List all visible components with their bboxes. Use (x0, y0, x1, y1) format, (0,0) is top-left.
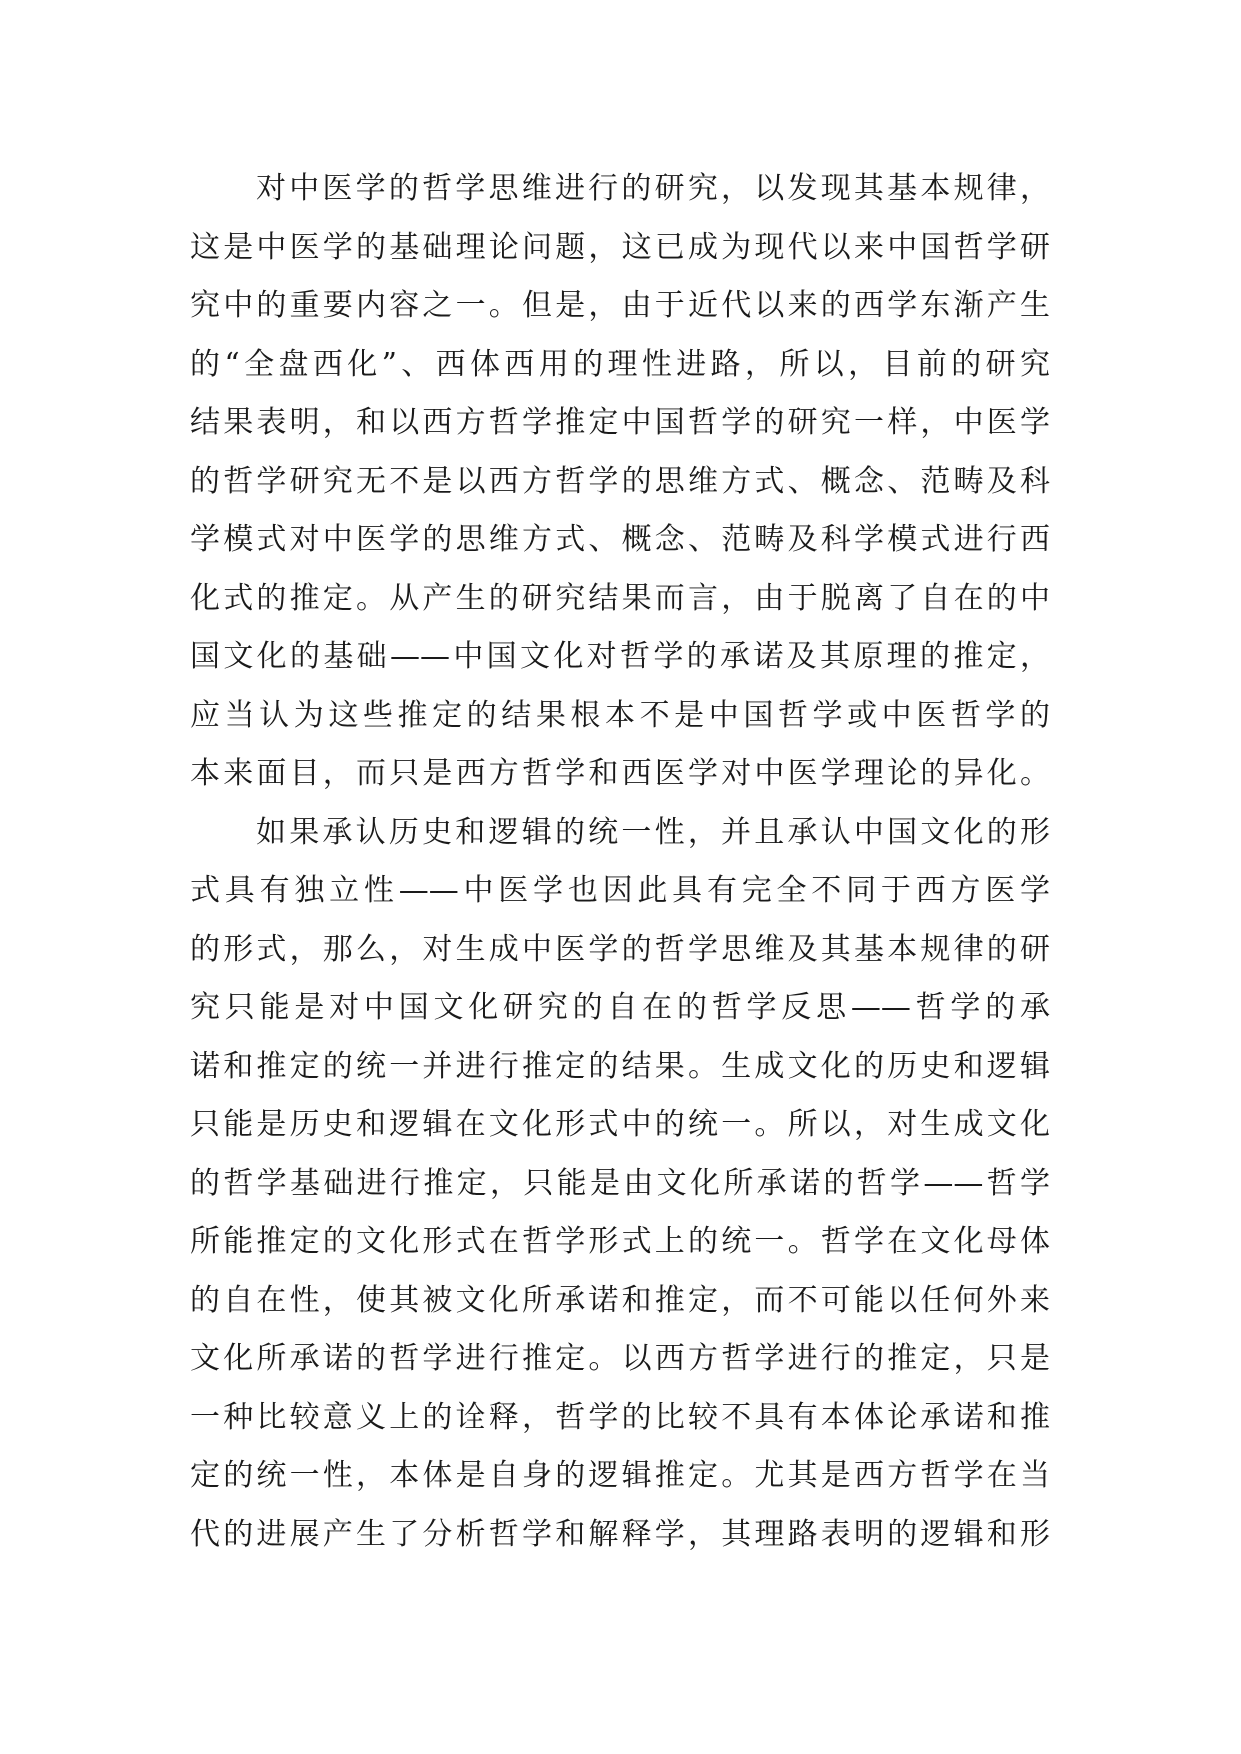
text-line: 究中的重要内容之一。但是，由于近代以来的西学东渐产生 (190, 288, 1050, 323)
text-line: 的“全盘西化”、西体西用的理性进路，所以，目前的研究 (190, 346, 1050, 382)
text-line: 对中医学的哲学思维进行的研究，以发现其基本规律， (256, 171, 1050, 206)
text-line: 一种比较意义上的诠释，哲学的比较不具有本体论承诺和推 (190, 1399, 1050, 1435)
text-line: 究只能是对中国文化研究的自在的哲学反思——哲学的承 (190, 990, 1050, 1025)
text-line: 定的统一性，本体是自身的逻辑推定。尤其是西方哲学在当 (190, 1458, 1050, 1493)
paragraph-1 (190, 160, 1050, 804)
text-line: 结果表明，和以西方哲学推定中国哲学的研究一样，中医学 (190, 405, 1050, 440)
body-text (190, 160, 1050, 1564)
text-line: 式具有独立性——中医学也因此具有完全不同于西方医学 (190, 873, 1050, 908)
text-line: 的形式，那么，对生成中医学的哲学思维及其基本规律的研 (190, 931, 1050, 967)
text-line: 的哲学研究无不是以西方哲学的思维方式、概念、范畴及科 (190, 463, 1050, 499)
text-line: 只能是历史和逻辑在文化形式中的统一。所以，对生成文化 (190, 1107, 1050, 1142)
text-line: 文化所承诺的哲学进行推定。以西方哲学进行的推定，只是 (190, 1341, 1050, 1376)
text-line: 化式的推定。从产生的研究结果而言，由于脱离了自在的中 (190, 580, 1050, 616)
text-line: 应当认为这些推定的结果根本不是中国哲学或中医哲学的 (190, 697, 1050, 733)
text-line: 诺和推定的统一并进行推定的结果。生成文化的历史和逻辑 (190, 1048, 1050, 1084)
text-line: 的哲学基础进行推定，只能是由文化所承诺的哲学——哲学 (190, 1165, 1050, 1201)
text-line: 的自在性，使其被文化所承诺和推定，而不可能以任何外来 (190, 1282, 1050, 1318)
text-line: 所能推定的文化形式在哲学形式上的统一。哲学在文化母体 (190, 1224, 1050, 1259)
text-line: 这是中医学的基础理论问题，这已成为现代以来中国哲学研 (190, 229, 1050, 265)
text-line: 国文化的基础——中国文化对哲学的承诺及其原理的推定， (190, 639, 1050, 674)
text-line: 学模式对中医学的思维方式、概念、范畴及科学模式进行西 (190, 522, 1050, 557)
text-line: 如果承认历史和逻辑的统一性，并且承认中国文化的形 (256, 814, 1050, 850)
text-line: 代的进展产生了分析哲学和解释学，其理路表明的逻辑和形 (190, 1516, 1050, 1552)
paragraph-2 (190, 804, 1050, 1565)
text-line: 本来面目，而只是西方哲学和西医学对中医学理论的异化。 (190, 756, 1050, 791)
